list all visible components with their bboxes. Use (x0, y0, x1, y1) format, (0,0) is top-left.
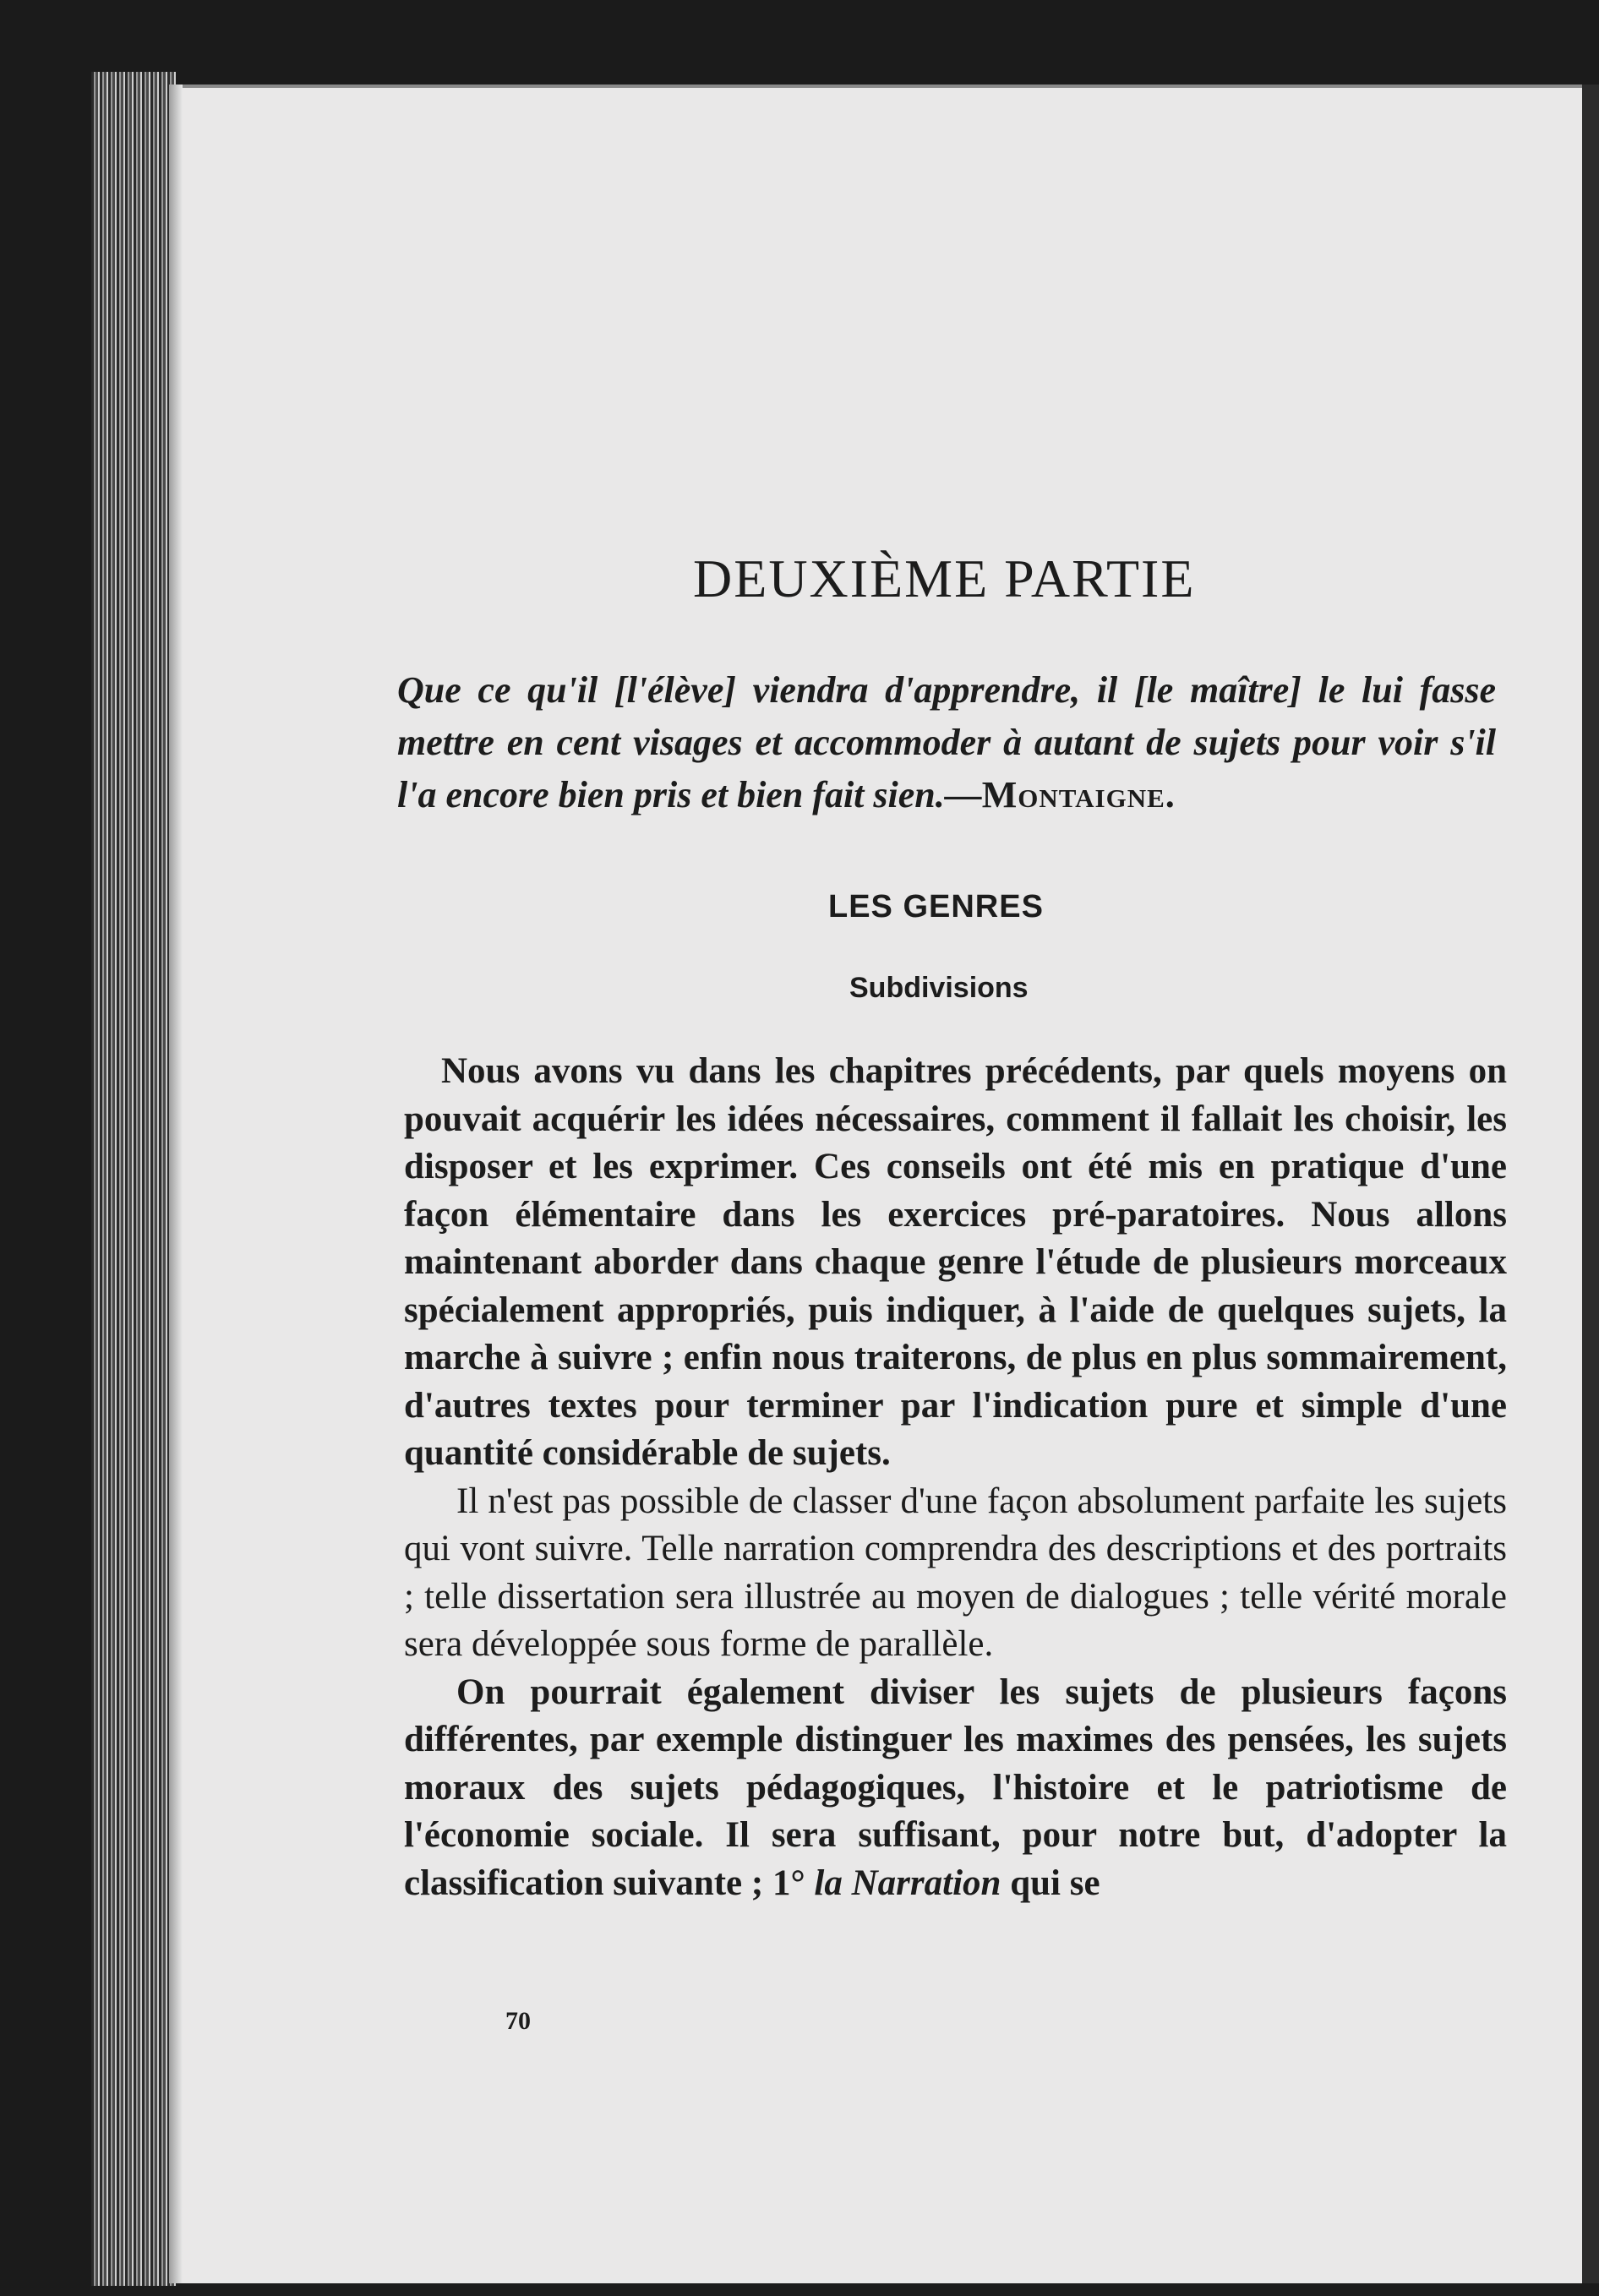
epigraph-quote: Que ce qu'il [l'élève] viendra d'apprendre, il [le maître] le lui fasse mettre en cent visages et accommoder à autant de sujets pour voir s'il l'a encore bien pris et bien fait sien.— (397, 669, 1496, 815)
part-title: DEUXIÈME PARTIE (693, 548, 1196, 608)
paragraph-1: Nous avons vu dans les chapitres précédents, par quels moyens on pouvait acquérir les idées nécessaires, comment il fallait les choisir, les disposer et les exprimer. Ces conseils ont été mis en pratique d'une façon élémentaire dans les exercices pré-paratoires. Nous allons maintenant aborder dans chaque genre l'étude de plusieurs morceaux spécialement appropriés, puis indiquer, à l'aide de quelques sujets, la marche à suivre ; enfin nous traiterons, de plus en plus sommairement, d'autres textes pour terminer par l'indication pure et simple d'une quantité considérable de sujets. (404, 1051, 1507, 1473)
subsection-heading: Subdivisions (849, 972, 1029, 1004)
page-number: 70 (505, 2007, 531, 2035)
paragraph-3 (404, 1669, 1507, 1908)
body-text (404, 1048, 1507, 1907)
page-edge-stack (91, 72, 176, 2286)
paragraph-3-text: On pourrait également diviser les sujets de plusieurs façons différentes, par exemple distinguer les maximes des pensées, les sujets moraux des sujets pédagogiques, l'histoire et le patriotisme de l'économie sociale. Il sera suffisant, pour notre but, d'adopter la classification suivante ; 1° (404, 1672, 1507, 1903)
epigraph (397, 664, 1496, 821)
paragraph-2: Il n'est pas possible de classer d'une façon absolument parfaite les sujets qui vont suivre. Telle narration comprendra des descriptions et des portraits ; telle dissertation sera illustrée au moyen de dialogues ; telle vérité morale sera développée sous forme de parallèle. (404, 1481, 1507, 1664)
binding-shadow (1582, 85, 1599, 2283)
epigraph-author: Montaigne. (981, 774, 1176, 815)
paragraph-3-end: qui se (1001, 1862, 1100, 1903)
paragraph-3-emphasis: la Narration (814, 1862, 1001, 1903)
section-heading: LES GENRES (828, 889, 1044, 924)
